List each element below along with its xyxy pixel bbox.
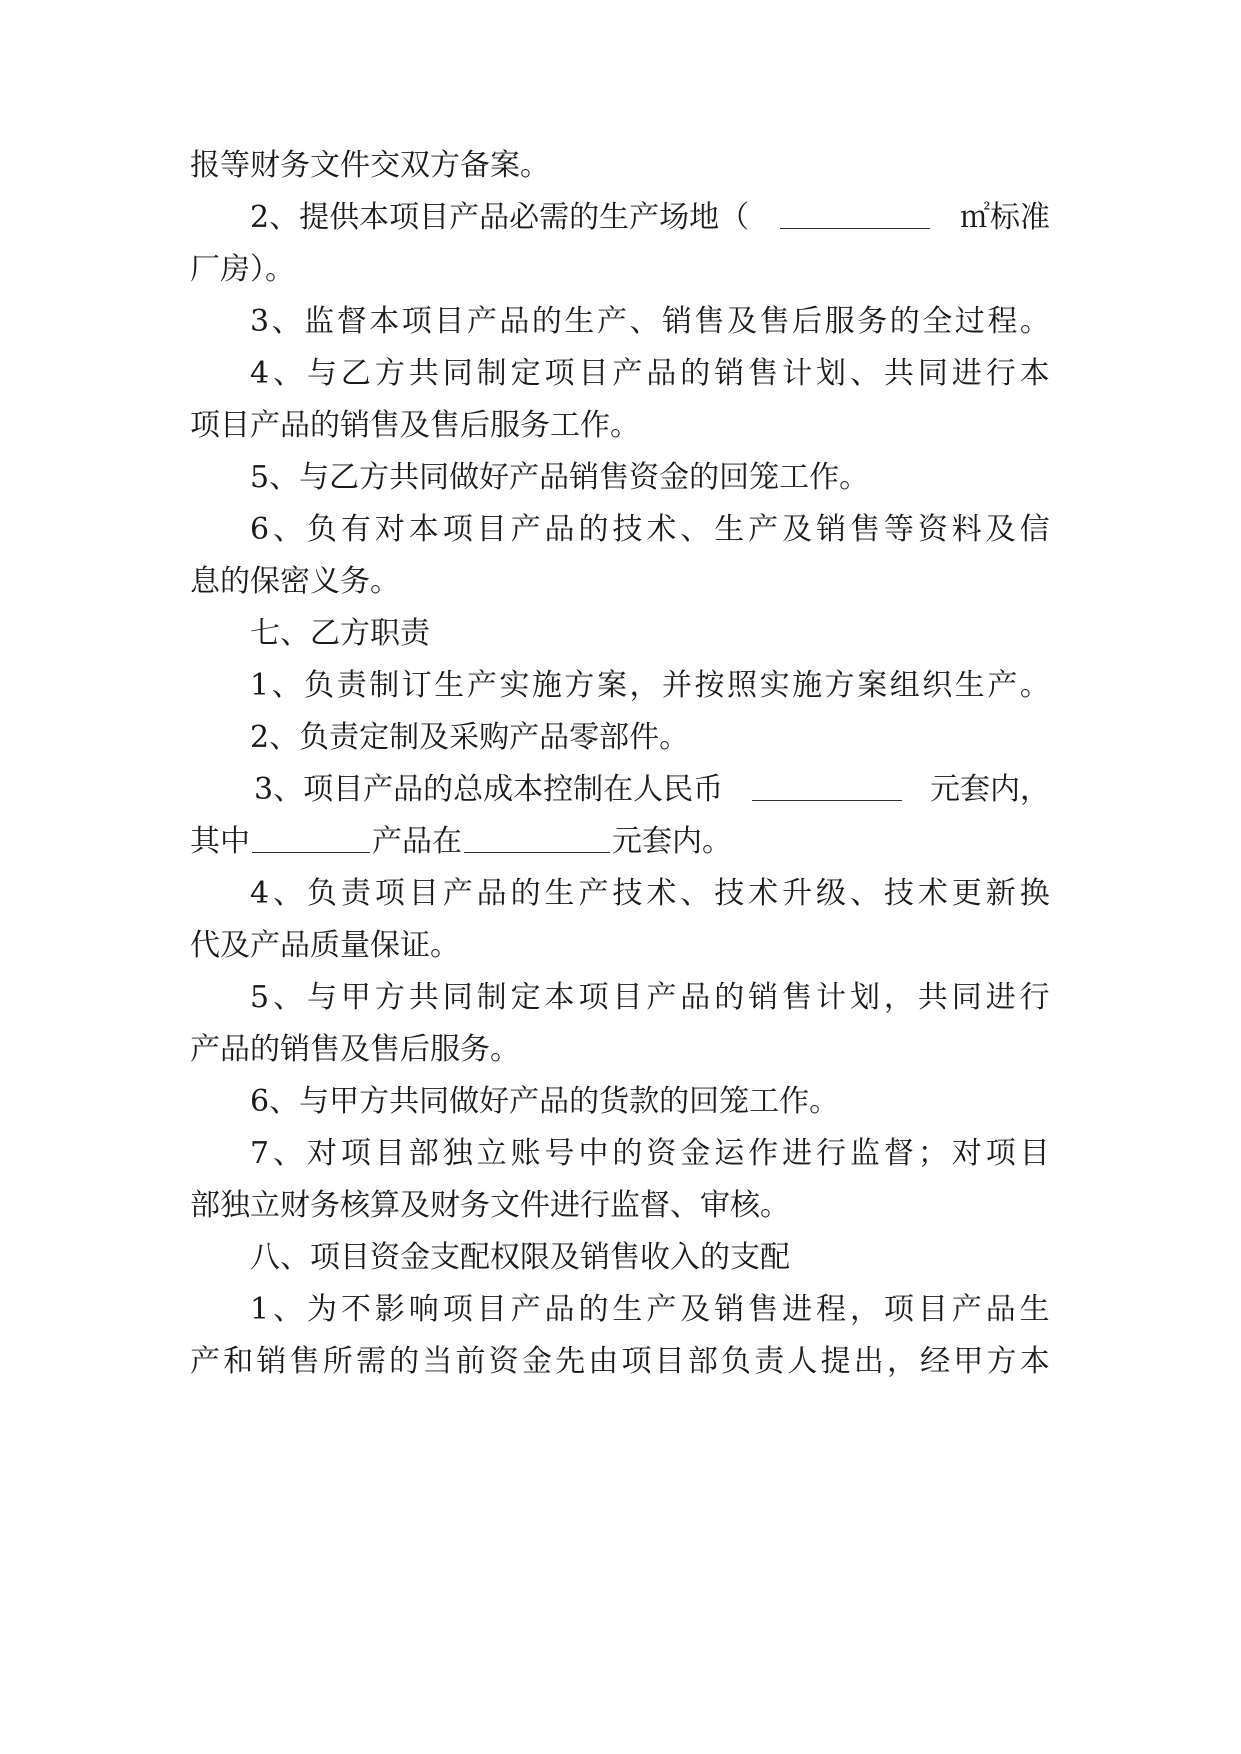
text-glyph: 销 bbox=[714, 1292, 745, 1327]
text-glyph: 服 bbox=[824, 304, 855, 339]
text-glyph: 售 bbox=[759, 304, 790, 339]
text-glyph: 的 bbox=[578, 1292, 609, 1327]
text-glyph: 生 bbox=[714, 512, 745, 547]
text-glyph: 方 bbox=[564, 668, 595, 703]
text-glyph: 5 bbox=[250, 980, 270, 1015]
text-glyph: 作 bbox=[748, 1136, 779, 1171]
text-glyph: 账 bbox=[510, 1136, 541, 1171]
text-glyph: 项 bbox=[578, 980, 609, 1015]
line-text: 3、项目产品的总成本控制在人民币 bbox=[254, 772, 724, 807]
text-glyph: 定 bbox=[510, 980, 541, 1015]
text-glyph: 品 bbox=[680, 980, 711, 1015]
text-glyph: 目 bbox=[374, 1136, 405, 1171]
text-glyph: 、 bbox=[271, 304, 302, 339]
text-glyph: 售 bbox=[748, 356, 779, 391]
fill-in-blank-area[interactable] bbox=[252, 824, 370, 853]
text-glyph: 项 bbox=[985, 1136, 1016, 1171]
text-glyph: ； bbox=[917, 1136, 948, 1171]
text-glyph: 产 bbox=[442, 876, 473, 911]
text-glyph: 同 bbox=[951, 980, 982, 1015]
text-glyph: 责 bbox=[340, 876, 371, 911]
text-glyph: 术 bbox=[748, 876, 779, 911]
text-glyph: 、 bbox=[273, 356, 304, 391]
text-glyph: 销 bbox=[256, 1344, 287, 1379]
paragraph-line bbox=[250, 1082, 1050, 1122]
text-glyph: 负 bbox=[721, 1344, 751, 1379]
text-glyph: 的 bbox=[389, 1344, 420, 1379]
text-glyph: 划 bbox=[816, 356, 847, 391]
text-glyph: 产 bbox=[596, 304, 627, 339]
text-glyph: 制 bbox=[476, 356, 507, 391]
text-glyph: 同 bbox=[442, 980, 473, 1015]
text-glyph: 负 bbox=[306, 512, 337, 547]
text-glyph: 金 bbox=[680, 1136, 711, 1171]
text-glyph: 号 bbox=[544, 1136, 575, 1171]
text-glyph: 制 bbox=[476, 980, 507, 1015]
text-glyph: 与 bbox=[306, 980, 337, 1015]
text-glyph: ， bbox=[883, 980, 914, 1015]
line-text: 其中 bbox=[190, 824, 250, 859]
text-glyph: 产 bbox=[466, 304, 497, 339]
text-glyph: 术 bbox=[646, 876, 677, 911]
text-glyph: 并 bbox=[662, 668, 692, 703]
text-glyph: 的 bbox=[510, 876, 541, 911]
text-glyph: ， bbox=[849, 1292, 880, 1327]
text-glyph: 本 bbox=[544, 980, 575, 1015]
text-glyph: 目 bbox=[408, 876, 439, 911]
text-glyph: ， bbox=[886, 1344, 917, 1379]
text-glyph: 销 bbox=[662, 304, 692, 339]
text-glyph: 技 bbox=[612, 512, 643, 547]
text-glyph: 生 bbox=[564, 304, 595, 339]
text-glyph: 的 bbox=[714, 980, 745, 1015]
line-text: 产品在 bbox=[372, 824, 462, 859]
text-glyph: 售 bbox=[748, 1292, 779, 1327]
text-glyph: 资 bbox=[917, 512, 948, 547]
text-glyph: 产 bbox=[987, 668, 1018, 703]
text-glyph: 产 bbox=[646, 980, 677, 1015]
paragraph-line bbox=[250, 302, 1050, 342]
text-glyph: 、 bbox=[273, 1136, 304, 1171]
text-glyph: 术 bbox=[646, 512, 677, 547]
text-glyph: 产 bbox=[612, 356, 643, 391]
text-glyph: 责 bbox=[336, 668, 367, 703]
text-glyph: 行 bbox=[985, 356, 1016, 391]
text-glyph: 部 bbox=[408, 1136, 439, 1171]
text-glyph: 程 bbox=[987, 304, 1018, 339]
text-glyph: 督 bbox=[336, 304, 367, 339]
paragraph-line bbox=[190, 406, 1050, 446]
text-glyph: 技 bbox=[883, 876, 914, 911]
text-glyph: 本 bbox=[369, 304, 400, 339]
text-glyph: 人 bbox=[787, 1344, 818, 1379]
text-glyph: 目 bbox=[917, 1292, 948, 1327]
text-glyph: 程 bbox=[816, 1292, 847, 1327]
text-glyph: 和 bbox=[223, 1344, 254, 1379]
text-glyph: 甲 bbox=[340, 980, 371, 1015]
text-glyph: 乙 bbox=[340, 356, 371, 391]
paragraph-line bbox=[250, 978, 1050, 1018]
text-glyph: 1 bbox=[250, 1292, 270, 1327]
text-glyph: 组 bbox=[889, 668, 920, 703]
paragraph-line bbox=[190, 1186, 1050, 1226]
text-glyph: 划 bbox=[849, 980, 880, 1015]
text-glyph: 中 bbox=[578, 1136, 609, 1171]
text-glyph: 生 bbox=[612, 1292, 643, 1327]
text-glyph: 方 bbox=[824, 668, 855, 703]
line-text: 息的保密义务。 bbox=[190, 564, 400, 599]
text-glyph: 监 bbox=[304, 304, 335, 339]
text-glyph: 案 bbox=[857, 668, 888, 703]
text-glyph: 、 bbox=[273, 1292, 304, 1327]
text-glyph: 生 bbox=[434, 668, 465, 703]
text-glyph: 影 bbox=[374, 1292, 405, 1327]
text-glyph: 出 bbox=[853, 1344, 884, 1379]
text-glyph: 有 bbox=[340, 512, 371, 547]
text-glyph: 品 bbox=[646, 356, 677, 391]
text-glyph: 、 bbox=[271, 668, 302, 703]
text-glyph: 行 bbox=[1019, 980, 1050, 1015]
text-glyph: 品 bbox=[985, 1292, 1016, 1327]
text-glyph: 销 bbox=[748, 980, 779, 1015]
text-glyph: 、 bbox=[680, 876, 711, 911]
text-glyph: 品 bbox=[544, 512, 575, 547]
paragraph-line bbox=[190, 562, 1050, 602]
text-glyph: 当 bbox=[422, 1344, 453, 1379]
paragraph-line bbox=[190, 250, 1050, 290]
text-glyph: 不 bbox=[340, 1292, 371, 1327]
text-glyph: 目 bbox=[476, 1292, 507, 1327]
paragraph-line bbox=[250, 510, 1050, 550]
text-glyph: 目 bbox=[476, 512, 507, 547]
text-glyph: 4 bbox=[250, 356, 270, 391]
text-glyph: 实 bbox=[499, 668, 530, 703]
line-text: 厂房）。 bbox=[190, 252, 295, 287]
text-glyph: 目 bbox=[612, 980, 643, 1015]
text-glyph: 升 bbox=[782, 876, 813, 911]
text-glyph: 务 bbox=[857, 304, 888, 339]
text-glyph: 项 bbox=[883, 1292, 914, 1327]
text-glyph: 项 bbox=[621, 1344, 652, 1379]
text-glyph: 所 bbox=[322, 1344, 353, 1379]
text-glyph: 进 bbox=[782, 1292, 813, 1327]
text-glyph: 方 bbox=[374, 980, 405, 1015]
paragraph-line bbox=[190, 926, 1050, 966]
text-glyph: 信 bbox=[1019, 512, 1050, 547]
text-glyph: 织 bbox=[922, 668, 953, 703]
text-glyph: 的 bbox=[578, 512, 609, 547]
text-glyph: 响 bbox=[408, 1292, 439, 1327]
text-glyph: 6 bbox=[250, 512, 270, 547]
text-glyph: 等 bbox=[883, 512, 914, 547]
line-text: 报等财务文件交双方备案。 bbox=[190, 148, 550, 183]
text-glyph: 目 bbox=[1019, 1136, 1050, 1171]
text-glyph: 与 bbox=[306, 356, 337, 391]
line-text: 项目产品的销售及售后服务工作。 bbox=[190, 408, 640, 443]
text-glyph: 为 bbox=[306, 1292, 337, 1327]
line-text: 2、提供本项目产品必需的生产场地（ bbox=[250, 200, 750, 235]
text-glyph: 售 bbox=[289, 1344, 320, 1379]
paragraph-line bbox=[250, 1134, 1050, 1174]
text-glyph: 独 bbox=[442, 1136, 473, 1171]
text-glyph: 级 bbox=[816, 876, 847, 911]
text-glyph: 部 bbox=[687, 1344, 718, 1379]
text-glyph: 产 bbox=[748, 512, 779, 547]
text-glyph: 。 bbox=[1019, 668, 1050, 703]
text-glyph: 的 bbox=[531, 304, 562, 339]
text-glyph: 术 bbox=[917, 876, 948, 911]
text-glyph: 责 bbox=[754, 1344, 785, 1379]
text-glyph: 产 bbox=[466, 668, 497, 703]
line-text: 产品的销售及售后服务。 bbox=[190, 1032, 520, 1067]
fill-in-blank-area[interactable] bbox=[752, 772, 902, 801]
text-glyph: 方 bbox=[986, 1344, 1017, 1379]
paragraph-line bbox=[190, 1342, 1050, 1382]
paragraph-line bbox=[250, 1290, 1050, 1330]
line-text: ㎡标准 bbox=[960, 200, 1050, 235]
text-glyph: 目 bbox=[654, 1344, 685, 1379]
text-glyph: 项 bbox=[544, 356, 575, 391]
text-glyph: 甲 bbox=[953, 1344, 984, 1379]
text-glyph: 定 bbox=[510, 356, 541, 391]
text-glyph: 先 bbox=[555, 1344, 586, 1379]
text-glyph: 品 bbox=[476, 876, 507, 911]
text-glyph: 行 bbox=[816, 1136, 847, 1171]
paragraph-line bbox=[250, 718, 1050, 758]
text-glyph: 项 bbox=[401, 304, 432, 339]
text-glyph: 1 bbox=[250, 668, 270, 703]
text-glyph: 售 bbox=[849, 512, 880, 547]
text-glyph: 3 bbox=[250, 304, 270, 339]
text-glyph: 对 bbox=[374, 512, 405, 547]
paragraph-line bbox=[190, 146, 1050, 186]
text-glyph: 、 bbox=[629, 304, 660, 339]
text-glyph: 同 bbox=[442, 356, 473, 391]
text-glyph: 、 bbox=[273, 980, 304, 1015]
text-glyph: 及 bbox=[782, 512, 813, 547]
text-glyph: 及 bbox=[680, 1292, 711, 1327]
text-glyph: 更 bbox=[951, 876, 982, 911]
text-glyph: 本 bbox=[1019, 356, 1050, 391]
paragraph-line bbox=[250, 198, 1050, 238]
text-glyph: 案 bbox=[596, 668, 627, 703]
text-glyph: 生 bbox=[1019, 1292, 1050, 1327]
text-glyph: 施 bbox=[792, 668, 823, 703]
text-glyph: 计 bbox=[782, 356, 813, 391]
text-glyph: 后 bbox=[792, 304, 823, 339]
text-glyph: 经 bbox=[920, 1344, 951, 1379]
text-glyph: 项 bbox=[340, 1136, 371, 1171]
text-glyph: 按 bbox=[694, 668, 725, 703]
text-glyph: 对 bbox=[951, 1136, 982, 1171]
text-glyph: 订 bbox=[401, 668, 432, 703]
paragraph-line bbox=[250, 666, 1050, 706]
text-glyph: 售 bbox=[694, 304, 725, 339]
line-text: 元套内。 bbox=[612, 824, 732, 859]
text-glyph: 生 bbox=[544, 876, 575, 911]
fill-in-blank-area[interactable] bbox=[464, 824, 610, 853]
text-glyph: 技 bbox=[714, 876, 745, 911]
text-glyph: 金 bbox=[521, 1344, 552, 1379]
line-text: 6、与甲方共同做好产品的货款的回笼工作。 bbox=[250, 1084, 840, 1119]
text-glyph: 生 bbox=[954, 668, 985, 703]
text-glyph: 技 bbox=[612, 876, 643, 911]
text-glyph: 料 bbox=[951, 512, 982, 547]
text-glyph: 产 bbox=[951, 1292, 982, 1327]
text-glyph: 共 bbox=[408, 356, 439, 391]
text-glyph: 同 bbox=[917, 356, 948, 391]
text-glyph: 前 bbox=[455, 1344, 486, 1379]
text-glyph: 立 bbox=[476, 1136, 507, 1171]
text-glyph: 品 bbox=[544, 1292, 575, 1327]
text-glyph: 计 bbox=[816, 980, 847, 1015]
text-glyph: 产 bbox=[510, 1292, 541, 1327]
text-glyph: 4 bbox=[250, 876, 270, 911]
text-glyph: 共 bbox=[883, 356, 914, 391]
heading-text: 八、项目资金支配权限及销售收入的支配 bbox=[250, 1240, 790, 1275]
text-glyph: 进 bbox=[985, 980, 1016, 1015]
text-glyph: 负 bbox=[304, 668, 335, 703]
text-glyph: 7 bbox=[250, 1136, 270, 1171]
text-glyph: 售 bbox=[782, 980, 813, 1015]
text-glyph: 实 bbox=[759, 668, 790, 703]
text-glyph: 、 bbox=[273, 876, 304, 911]
text-glyph: 产 bbox=[578, 876, 609, 911]
line-text: 2、负责定制及采购产品零部件。 bbox=[250, 720, 690, 755]
text-glyph: 全 bbox=[922, 304, 953, 339]
line-text: 5、与乙方共同做好产品销售资金的回笼工作。 bbox=[250, 460, 870, 495]
text-glyph: 施 bbox=[531, 668, 562, 703]
text-glyph: 制 bbox=[369, 668, 400, 703]
text-glyph: 提 bbox=[820, 1344, 851, 1379]
text-glyph: 目 bbox=[434, 304, 465, 339]
text-glyph: 由 bbox=[588, 1344, 619, 1379]
text-glyph: 产 bbox=[646, 1292, 677, 1327]
text-glyph: 产 bbox=[510, 512, 541, 547]
text-glyph: ， bbox=[629, 668, 660, 703]
text-glyph: 对 bbox=[306, 1136, 337, 1171]
text-glyph: 资 bbox=[646, 1136, 677, 1171]
paragraph-line bbox=[190, 1030, 1050, 1070]
text-glyph: 项 bbox=[442, 512, 473, 547]
section-heading bbox=[250, 1238, 1050, 1278]
text-glyph: 换 bbox=[1019, 876, 1050, 911]
text-glyph: 、 bbox=[849, 876, 880, 911]
heading-text: 七、乙方职责 bbox=[250, 616, 430, 651]
fill-in-blank-area[interactable] bbox=[780, 200, 930, 229]
text-glyph: 销 bbox=[816, 512, 847, 547]
section-heading bbox=[250, 614, 1050, 654]
text-glyph: 监 bbox=[849, 1136, 880, 1171]
text-glyph: 、 bbox=[680, 512, 711, 547]
text-glyph: 的 bbox=[612, 1136, 643, 1171]
text-glyph: 、 bbox=[273, 512, 304, 547]
text-glyph: 负 bbox=[306, 876, 337, 911]
text-glyph: 、 bbox=[849, 356, 880, 391]
text-glyph: 共 bbox=[408, 980, 439, 1015]
text-glyph: 本 bbox=[1019, 1344, 1050, 1379]
text-glyph: 及 bbox=[985, 512, 1016, 547]
text-glyph: 新 bbox=[985, 876, 1016, 911]
text-glyph: 照 bbox=[727, 668, 758, 703]
paragraph-line bbox=[254, 770, 1050, 810]
paragraph-line bbox=[190, 822, 1050, 862]
text-glyph: 品 bbox=[499, 304, 530, 339]
paragraph-line bbox=[250, 874, 1050, 914]
line-text: 部独立财务核算及财务文件进行监督、审核。 bbox=[190, 1188, 790, 1223]
line-text: 元套内， bbox=[930, 772, 1050, 807]
text-glyph: 进 bbox=[782, 1136, 813, 1171]
text-glyph: 目 bbox=[578, 356, 609, 391]
text-glyph: 销 bbox=[714, 356, 745, 391]
text-glyph: 督 bbox=[883, 1136, 914, 1171]
text-glyph: 的 bbox=[889, 304, 920, 339]
line-text: 代及产品质量保证。 bbox=[190, 928, 460, 963]
text-glyph: 项 bbox=[442, 1292, 473, 1327]
text-glyph: 。 bbox=[1019, 304, 1050, 339]
paragraph-line bbox=[250, 354, 1050, 394]
text-glyph: 方 bbox=[374, 356, 405, 391]
text-glyph: 本 bbox=[408, 512, 439, 547]
text-glyph: 项 bbox=[374, 876, 405, 911]
text-glyph: 产 bbox=[190, 1344, 220, 1379]
text-glyph: 及 bbox=[727, 304, 758, 339]
paragraph-line bbox=[250, 458, 1050, 498]
text-glyph: 运 bbox=[714, 1136, 745, 1171]
text-glyph: 过 bbox=[954, 304, 985, 339]
text-glyph: 共 bbox=[917, 980, 948, 1015]
text-glyph: 进 bbox=[951, 356, 982, 391]
text-glyph: 的 bbox=[680, 356, 711, 391]
text-glyph: 需 bbox=[355, 1344, 386, 1379]
text-glyph: 资 bbox=[488, 1344, 519, 1379]
